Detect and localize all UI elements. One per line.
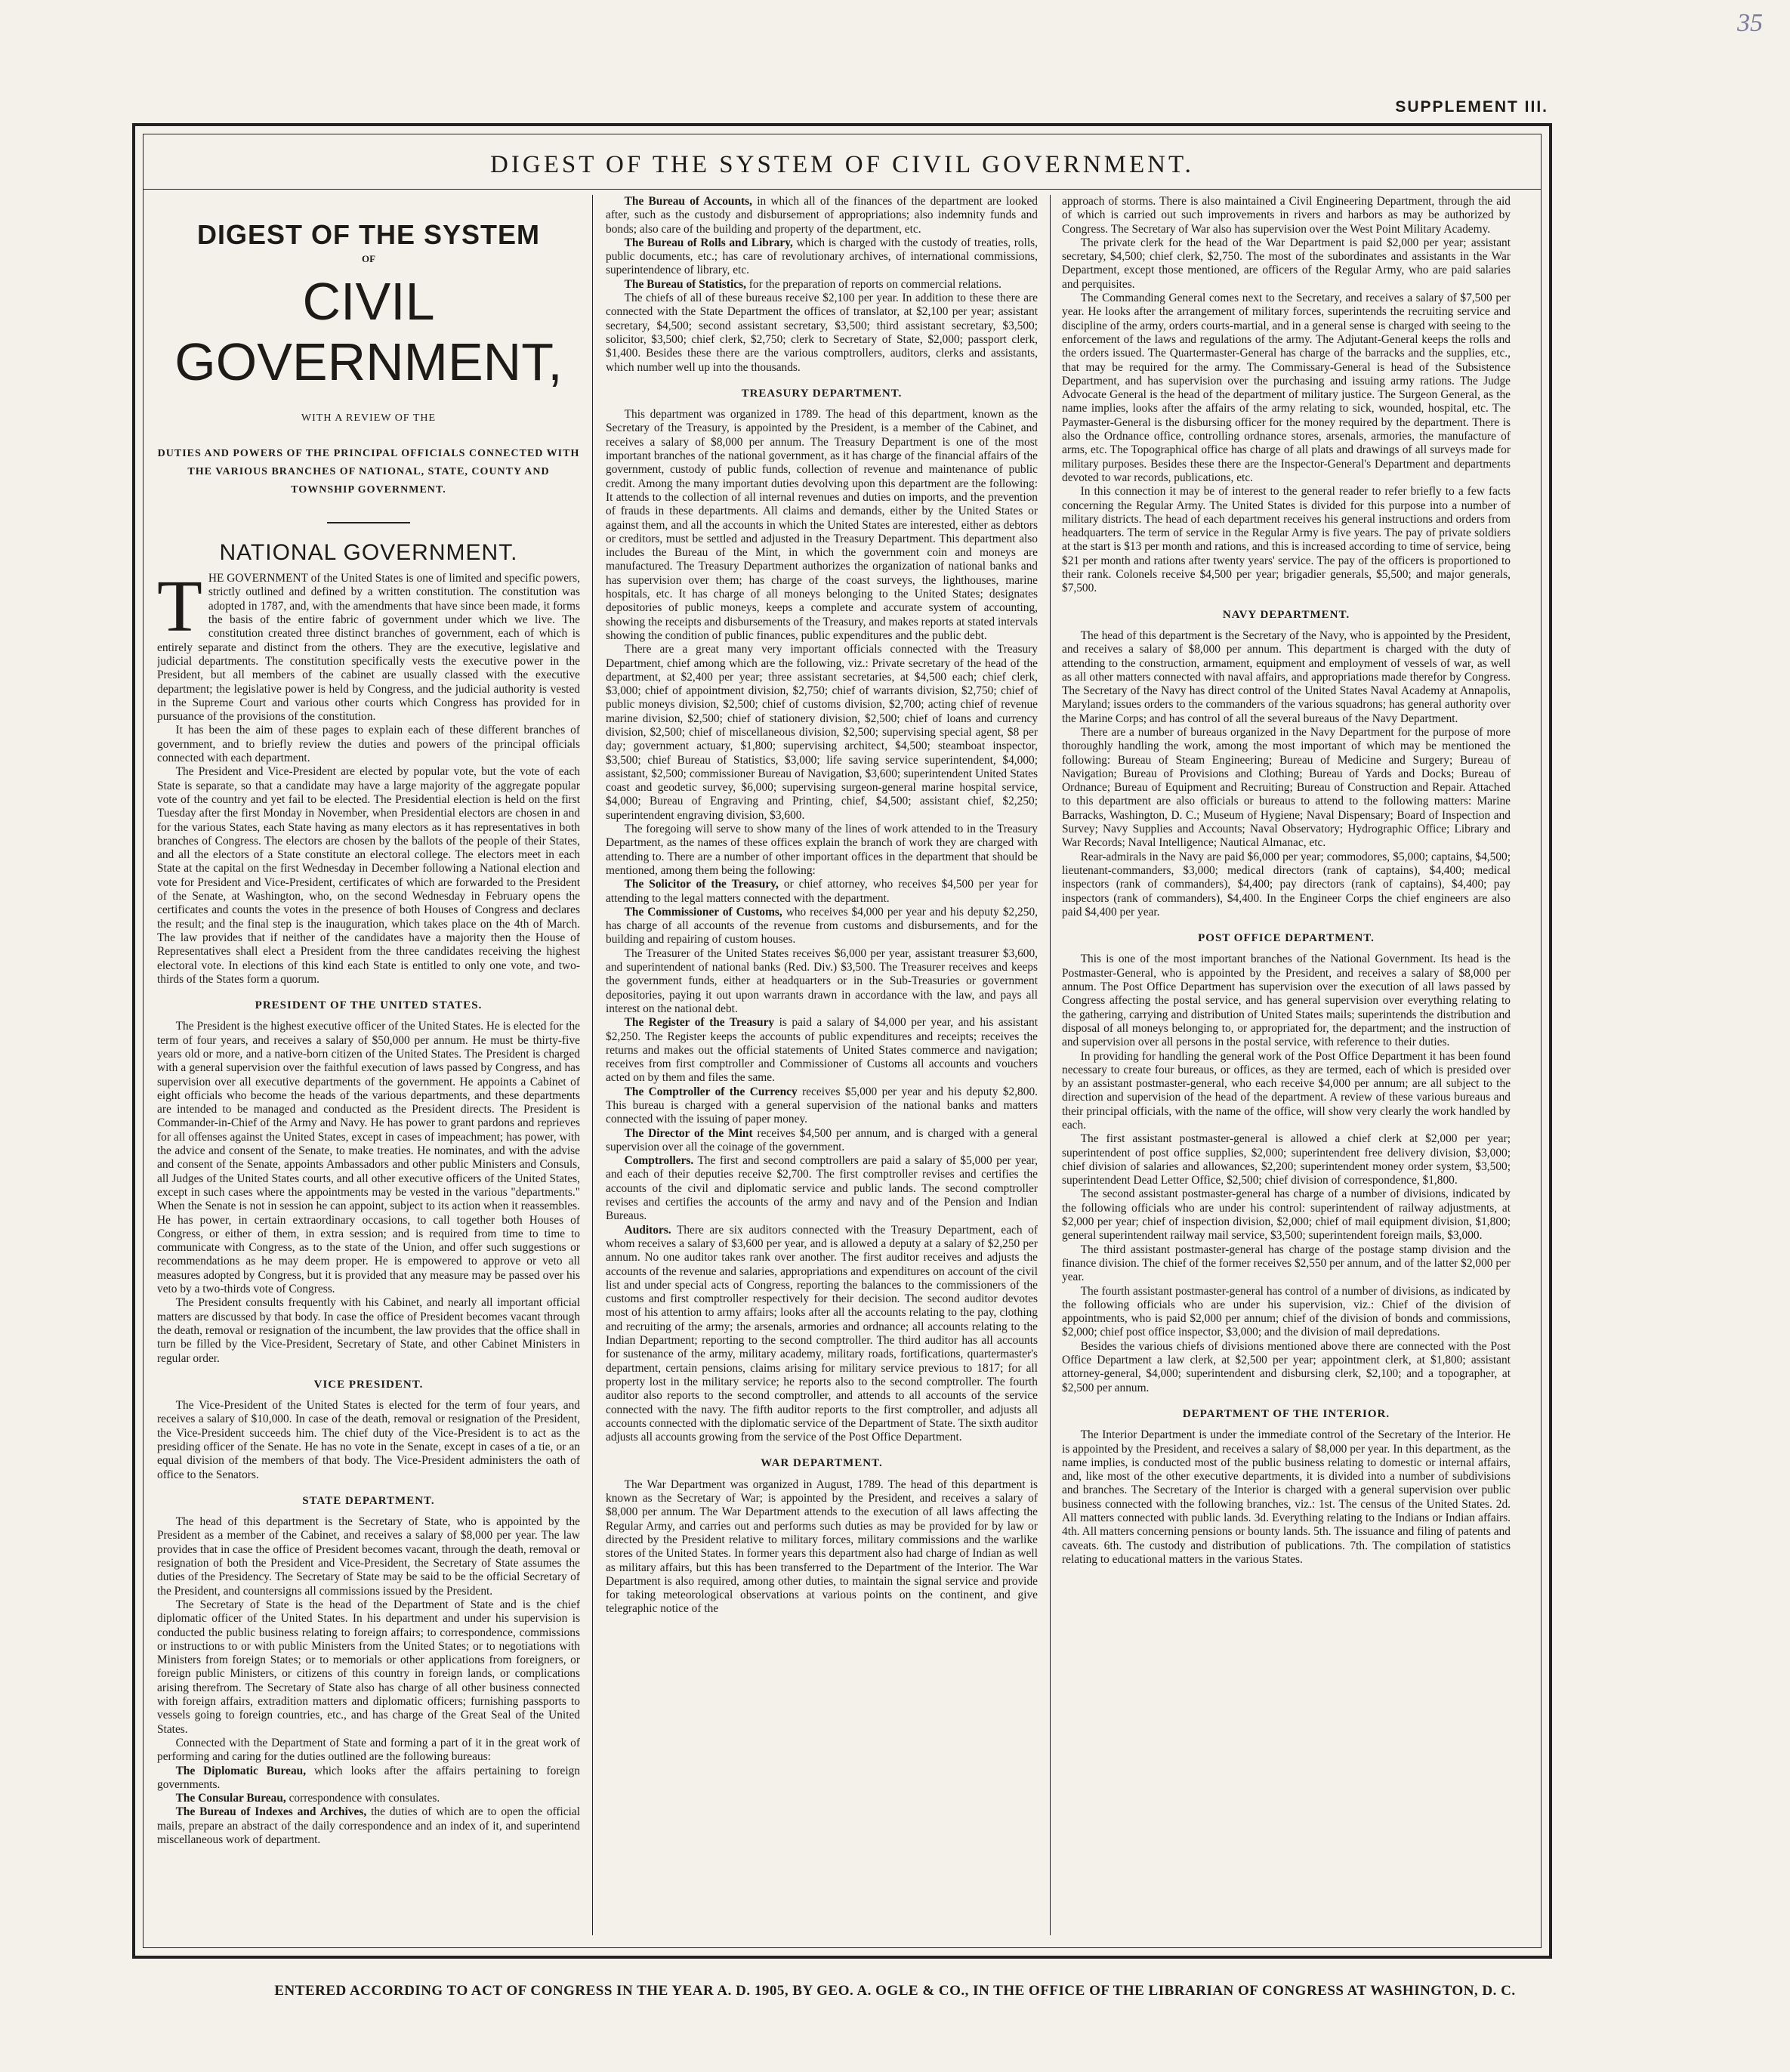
paragraph: HE GOVERNMENT of the United States is one of limited and specific powers, strictly outlined and defined by a written constitution. The constitution was adopted in 1787, and, with the amendments that have since been made, it forms the basis of the entire fabric of government under which we live. The constitution created three distinct branches of government, each of which is entirely separate and distinct from the others. They are the executive, legislative and judicial departments. The constitution specifically vests the executive power in the President, but all members of the cabinet are usually classed with the executive department; the legislative power is held by Congress, and the judicial authority is vested in the Supreme Court and various other courts which Congress has provided for in pursuance of the provisions of the constitution. <box>157 572 580 724</box>
bureau-text: the duties of which are to open the official mails, prepare an abstract of the daily correspondence and an index of it, and superintend miscellaneous work of department. <box>157 1805 580 1847</box>
officer-paragraph <box>606 1085 1038 1127</box>
officer-text: There are six auditors connected with the Treasury Department, each of whom receives a salary of $3,600 per year, and is allowed a deputy at a salary of $2,250 per annum. No one auditor takes rank over another. The first auditor receives and adjusts the accounts of the revenue and salaries, appropriations and expenditures on account of the civil list and under special acts of Congress, reporting the balances to the commissioners of the customs and first comptroller respectively for their decision. The second auditor devotes most of his attention to army affairs; looks after all the accounts relating to the pay, clothing and recruiting of the army; the arsenals, armories and ordnance; all accounts relating to the Indian Department; reporting to the second comptroller. The third auditor has all accounts for sustenance of the army, military academy, military roads, fortifications, quartermaster's department, certain pensions, claims arising for military service previous to 1817; for all property lost in the military service; he reports also to the second comptroller. The fourth auditor also reports to the second comptroller, and attends to all accounts of the service connected with the navy. The fifth auditor reports to the first comptroller, and adjusts all accounts connected with the diplomatic service of the Department of State. The sixth auditor adjusts all accounts growing from the service of the Post Office Department. <box>606 1223 1038 1444</box>
header-title: DIGEST OF THE SYSTEM OF CIVIL GOVERNMENT. <box>490 151 1194 178</box>
paragraph: This is one of the most important branches of the National Government. Its head is the Postmaster-General, who is appointed by the President, and receives a salary of $8,000 per annum. The Post Office Department has supervision over the execution of all laws passed by Congress affecting the postal service, and has general supervision over everything relating to the gathering, carrying and distribution of United States mails; superintends the distribution and disposal of all moneys belonging to, or appropriated for, the department; and the instruction of and supervision over all persons in the postal service, with reference to their duties. <box>1062 953 1511 1049</box>
officer-name: The Solicitor of the Treasury, <box>624 878 779 891</box>
paragraph: The Vice-President of the United States is elected for the term of four years, and receives a salary of $10,000. In case of the death, removal or resignation of the President, the Vice-President succeeds him. The chief duty of the Vice-President is to act as the presiding officer of the Senate. He has no vote in the Senate, except in cases of a tie, or an equal division of the members of that body. The Vice-President administers the oath of office to the Senators. <box>157 1399 580 1481</box>
title-line-1: DIGEST OF THE SYSTEM <box>196 219 541 250</box>
section-heading-interior: DEPARTMENT OF THE INTERIOR. <box>1182 1407 1390 1420</box>
paragraph: The head of this department is the Secretary of the Navy, who is appointed by the President, and receives a salary of $8,000 per annum. This department is charged with the duty of attending to the construction, armament, equipment and employment of vessels of war, as well as all other matters connected with naval affairs, and appropriations made therefor by Congress. The Secretary of the Navy has direct control of the United States Naval Academy at Annapolis, Maryland; issues orders to the commanders of the various squadrons; has general authority over the Marine Corps; and has control of all the several bureaus of the Navy Department. <box>1062 628 1511 725</box>
bureau-name: The Bureau of Rolls and Library, <box>624 236 793 249</box>
paragraph: The Interior Department is under the immediate control of the Secretary of the Interior. He is appointed by the President, and receives a salary of $8,000 per year. In this department, as the name implies, is conducted most of the public business relating to domestic or internal affairs, and, like most of the other executive departments, it is divided into a number of subdivisions and branches. The Secretary of the Interior is charged with a general supervision over public business connected with the following branches, viz.: 1st. The census of the United States. 2d. All matters connected with public lands. 3d. Everything relating to the Indians or Indian affairs. 4th. All matters concerning pensions or bounty lands. 5th. The issuance and filing of patents and caveats. 6th. The custody and distribution of publications. 7th. The compilation of statistics relating to educational matters in the various States. <box>1062 1428 1511 1566</box>
header-rule <box>144 189 1541 190</box>
column-rule-2 <box>1050 195 1051 1935</box>
bureau-name: The Diplomatic Bureau, <box>175 1764 307 1777</box>
section-heading-war: WAR DEPARTMENT. <box>761 1457 883 1470</box>
copyright-footer: ENTERED ACCORDING TO ACT OF CONGRESS IN THE YEAR A. D. 1905, BY GEO. A. OGLE & CO., IN THE OFFICE OF THE LIBRARIAN OF CONGRESS AT WASHINGTON, D. C. <box>274 1983 1516 1999</box>
bureau-text: which looks after the affairs pertaining to foreign governments. <box>157 1764 580 1791</box>
bureau-text: correspondence with consulates. <box>285 1792 440 1805</box>
paragraph: Besides the various chiefs of divisions mentioned above there are connected with the Post Office Department a law clerk, at $2,500 per year; appointment clerk, at $1,800; assistant attorney-general, $4,000; superintendent and disbursing clerk, $2,100; and a topographer, at $2,500 per annum. <box>1062 1339 1511 1394</box>
page-number: 35 <box>1737 9 1763 37</box>
column-3 <box>1062 195 1511 1935</box>
title-line-3: WITH A REVIEW OF THE <box>301 412 437 424</box>
bureau-paragraph <box>157 1805 580 1847</box>
officer-text: receives $5,000 per year and his deputy $2,800. This bureau is charged with a general supervision of the national banks and matters connected with the issuing of paper money. <box>606 1085 1038 1126</box>
officer-paragraph <box>606 1224 1038 1445</box>
paragraph: The President and Vice-President are elected by popular vote, but the vote of each State is separate, so that a candidate may have a large majority of the aggregate popular vote of the country and yet fail to be elected. The Presidential election is held on the first Tuesday after the first Monday in November, when Presidential electors are chosen in and for the various States, each State having as many electors as it has representatives in both branches of Congress. The electors are chosen by the ballots of the people of their States, and all the electors of a State constitute an electoral college. The electors meet in each State at the capital on the first Wednesday in December following a National election and vote for President and Vice-President, certificates of which are forwarded to the President of the Senate, at Washington, who, on the second Wednesday in February opens the certificates and counts the votes in the presence of both Houses of Congress and declares the result; and the final step is the inauguration, which takes place on the 4th of March. The law provides that if neither of the candidates have a majority then the House of Representatives shall elect a President from the three candidates receiving the highest electoral vote. In elections of this kind each State is entitled to only one vote, and two-thirds of the States form a quorum. <box>157 765 580 986</box>
paragraph: This department was organized in 1789. The head of this department, known as the Secretary of the Treasury, is appointed by the President, is a member of the Cabinet, and receives a salary of $8,000 per annum. The Treasury Department is one of the most important branches of the national government, as it has charge of the financial affairs of the government, custody of public funds, collection of revenue and maintenance of public credit. Among the many important duties devolving upon this department are the following: It attends to the collection of all internal revenues and duties on imports, and the prevention of frauds in these departments. All claims and demands, either by the United States or against them, and all the accounts in which the United States are interested, either as debtors or creditors, must be settled and adjusted in the Treasury Department. This department also includes the Bureau of the Mint, in which the government coin and moneys are manufactured. The Treasury Department authorizes the organization of national banks and has supervision over them; has charge of the coast surveys, the lighthouses, marine hospitals, etc. It has charge of all moneys belonging to the United States; designates depositories of public moneys, keeps a complete and accurate system of accounting, showing the receipts and disbursements of the Treasury, and makes reports at stated intervals showing the condition of public finances, public expenditures and the public debt. <box>606 408 1038 642</box>
bureau-paragraph <box>606 278 1038 292</box>
officer-text: who receives $4,000 per year and his deputy $2,250, has charge of all accounts of the revenue from customs and disbursements, and for the building and repairing of custom houses. <box>606 905 1038 946</box>
paragraph: In providing for handling the general work of the Post Office Department it has been found necessary to create four bureaus, or offices, as they are termed, each of which is presided over by an assistant postmaster-general, who each receive $4,000 per annum; are all subject to the direction and supervision of the head of the department. A review of these various bureaus and their principal officials, with the name of the office, will show very clearly the work handled by each. <box>1062 1049 1511 1132</box>
paragraph: The foregoing will serve to show many of the lines of work attended to in the Treasury Department, as the names of these offices explain the branch of work they are charged with attending to. There are a number of other important offices in the department that should be mentioned, among them being the following: <box>606 823 1038 877</box>
officer-name: Auditors. <box>624 1223 671 1237</box>
column-1 <box>157 195 580 1935</box>
paragraph: It has been the aim of these pages to explain each of these different branches of government, and to briefly review the duties and powers of the principal officials connected with each department. <box>157 724 580 765</box>
paragraph: The second assistant postmaster-general has charge of a number of divisions, indicated by the following officials who are under his control: superintendent of railway adjustments, at $2,000 per year; chief of inspection division, $2,000; chief of mail equipment division, $1,800; general superintendent railway mail service, $3,500; superintendent foreign mails, $3,000. <box>1062 1187 1511 1243</box>
bureau-name: The Bureau of Accounts, <box>624 195 752 208</box>
column-rule-1 <box>592 195 593 1935</box>
section-heading-president: PRESIDENT OF THE UNITED STATES. <box>255 999 483 1012</box>
drop-cap: T <box>157 566 202 648</box>
section-heading-vice-president: VICE PRESIDENT. <box>313 1378 424 1391</box>
paragraph: The private clerk for the head of the War Department is paid $2,000 per year; assistant secretary, $4,500; chief clerk, $2,750. The most of the subordinates and assistants in the War Department, except those mentioned, are officers of the Regular Army, who are paid salaries and perquisites. <box>1062 236 1511 291</box>
supplement-label: SUPPLEMENT III. <box>1395 98 1548 116</box>
officer-paragraph <box>606 1016 1038 1085</box>
column-2 <box>606 195 1038 1935</box>
paragraph: There are a number of bureaus organized in the Navy Department for the purpose of more thoroughly handling the work, among the most important of which may be mentioned the following: Bureau of Steam Engineering; Bureau of Medicine and Surgery; Bureau of Navigation; Bureau of Provisions and Clothing; Bureau of Yards and Docks; Bureau of Ordnance; Bureau of Equipment and Recruiting; Bureau of Construction and Repair. Attached to this department are also officials or bureaus to attend to the following matters: Marine Barracks, Washington, D. C.; Museum of Hygiene; Naval Dispensary; Board of Inspection and Survey; Navy Supplies and Accounts; Naval Observatory; Hydrographic Office; Library and War Records; Naval Intelligence; Nautical Almanac, etc. <box>1062 725 1511 850</box>
paragraph: The fourth assistant postmaster-general has control of a number of divisions, as indicated by the following officials who are under his supervision, viz.: Chief of the division of appointments, who is paid $2,000 per annum; chief of the division of bonds and commissions, $2,000; chief post office inspector, $3,000; and the division of mail depredations. <box>1062 1284 1511 1339</box>
paragraph: The War Department was organized in August, 1789. The head of this department is known as the Secretary of War; is appointed by the President, and receives a salary of $8,000 per annum. The War Department attends to the execution of all laws affecting the Regular Army, and carries out and performs such duties as may be provided for by law or directed by the President relative to military forces, military commissions and the warlike stores of the United States. In former years this department also had charge of Indian as well as military affairs, but this has been transferred to the Department of the Interior. The War Department is also required, among other duties, to maintain the signal service and provide for taking meteorological observations at various points on the continent, and give telegraphic notice of the <box>606 1478 1038 1616</box>
bureau-paragraph <box>606 236 1038 278</box>
section-heading-state: STATE DEPARTMENT. <box>302 1494 435 1507</box>
bureau-text: which is charged with the custody of treaties, rolls, public documents, etc.; has care of revolutionary archives, of international commissions, superintendence of library, etc. <box>606 236 1038 277</box>
section-heading-navy: NAVY DEPARTMENT. <box>1222 608 1350 621</box>
paragraph: The Commanding General comes next to the Secretary, and receives a salary of $7,500 per year. He looks after the arrangement of military forces, superintends the recruiting service and discipline of the army, orders courts-martial, and in a general sense is charged with seeing to the enforcement of the laws and regulations of the army. The Adjutant-General keeps the rolls and the orders issued. The Quartermaster-General has charge of the barracks and the supplies, etc., that may be required for the army. The Commissary-General is head of the Subsistence Department, and has supervision over the purchasing and issuing army rations. The Judge Advocate General is the head of the department of military justice. The Surgeon General, as the name implies, looks after the affairs of the army relating to sick, wounded, hospital, etc. The Paymaster-General is the disbursing officer for the money required by the department. There is also the Ordnance office, controlling ordnance stores, arsenals, armories, the manufacture of arms, etc. The Topographical office has charge of all plats and drawings of all surveys made for military purposes. Besides these there are the Inspector-General's Department and departments devoted to war records, publications, etc. <box>1062 292 1511 484</box>
page-frame <box>132 123 1552 1959</box>
officer-paragraph <box>606 1154 1038 1223</box>
paragraph: There are a great many very important officials connected with the Treasury Department, chief among which are the following, viz.: Private secretary of the head of the department, at $2,400 per year; three assistant secretaries, at $4,500 each; chief clerk, $3,000; chief of appointment division, $2,750; chief of warrants division, $2,750; chief of public moneys division, $2,500; chief of customs division, $2,700; acting chief of revenue marine division, $2,500; chief of stationery division, $2,500; chief of loans and currency division, $2,500; chief of miscellaneous division, $2,500; supervising special agent, $8 per day; government actuary, $1,800; supervising architect, $4,500; steamboat inspector, $3,500; chief Bureau of Statistics, $3,000; life saving service superintendent, $4,000; assistant, $2,500; commissioner Bureau of Navigation, $3,600; superintendent United States coast and geodetic survey, $6,000; supervising surgeon-general marine hospital service, $4,000; Bureau of Engraving and Printing, chief, $4,500; assistant chief, $2,250; superintendent engraving division, $3,600. <box>606 643 1038 822</box>
inner-frame <box>143 134 1542 1948</box>
officer-name: The Register of the Treasury <box>624 1016 775 1030</box>
bureau-name: The Bureau of Indexes and Archives, <box>175 1805 367 1819</box>
paragraph: Connected with the Department of State and forming a part of it in the great work of performing and caring for the duties outlined are the following bureaus: <box>157 1736 580 1764</box>
title-of: OF <box>361 253 376 265</box>
officer-paragraph <box>606 947 1038 1016</box>
paragraph: The Secretary of State is the head of the Department of State and is the chief diplomatic officer of the United States. In his department and under his supervision is conducted the public business relating to foreign affairs; to correspondence, commissions or instructions to or with public Ministers from the United States; or to negotiations with Ministers from foreign States; or to memorials or other applications from foreigners, or foreign public Ministers, or citizens of this country in foreign lands, or complications arising therefrom. The Secretary of State also has charge of all other business connected with foreign affairs, extradition matters and diplomatic officers; furnishing passports to vessels going to foreign countries, etc., and has charge of the Great Seal of the United States. <box>157 1598 580 1736</box>
title-line-2: CIVIL GOVERNMENT, <box>174 271 563 391</box>
officer-text: or chief attorney, who receives $4,500 per year for attending to the legal matters connected with the department. <box>606 878 1038 905</box>
paragraph: In this connection it may be of interest to the general reader to refer briefly to a few facts concerning the Regular Army. The United States is divided for this purpose into a number of military districts. The head of each department receives his general instructions and orders from headquarters. The term of service in the Regular Army is five years. The pay of private soldiers at the start is $13 per month and rations, and this is increased according to time of service, being $21 per month and rations after twenty years' service. The pay of the officers is proportioned to their rank. Colonels receive $4,500 per year; brigadier generals, $5,500; and major generals, $7,500. <box>1062 485 1511 595</box>
officer-paragraph <box>606 878 1038 906</box>
officer-paragraph <box>606 1127 1038 1155</box>
officer-paragraph <box>606 906 1038 947</box>
title-line-4: DUTIES AND POWERS OF THE PRINCIPAL OFFICIALS CONNECTED WITH THE VARIOUS BRANCHES OF NATIONAL, STATE, COUNTY AND TOWNSHIP GOVERNMENT. <box>157 447 580 496</box>
bureau-text: in which all of the finances of the department are looked after, such as the custody and disbursement of appropriations; also indemnity funds and bonds; also care of the building and property of the department, etc. <box>606 195 1038 236</box>
officer-name: The Comptroller of the Currency <box>624 1085 798 1098</box>
officer-name: Comptrollers. <box>624 1154 694 1168</box>
section-heading-national: NATIONAL GOVERNMENT. <box>219 539 518 565</box>
paragraph: Rear-admirals in the Navy are paid $6,000 per year; commodores, $5,000; captains, $4,500; lieutenant-commanders, $3,000; medical directors (rank of captains), $4,400; medical inspectors (rank of commanders), $4,400; pay directors (rank of captains), $4,400; pay inspectors (rank of commanders), $4,400. In the Engineer Corps the chief engineers are also paid $4,400 per year. <box>1062 850 1511 919</box>
bureau-paragraph <box>157 1792 580 1805</box>
paragraph: The third assistant postmaster-general has charge of the postage stamp division and the finance division. The chief of the former receives $2,550 per annum, and of the latter $2,000 per year. <box>1062 1243 1511 1284</box>
bureau-paragraph <box>157 1765 580 1793</box>
officer-text: is paid a salary of $4,000 per year, and his assistant $2,250. The Register keeps the accounts of public expenditures and receipts; receives the returns and makes out the official statements of United States commerce and navigation; receives from first comptroller and Commissioner of Customs all accounts and vouchers acted on by them and files the same. <box>606 1016 1038 1085</box>
paragraph: The President is the highest executive officer of the United States. He is elected for the term of four years, and receives a salary of $50,000 per annum. He must be thirty-five years old or more, and a native-born citizen of the United States. The President is charged with a general supervision over the faithful execution of laws passed by Congress, and has supervision over all executive departments of the government. He appoints a Cabinet of eight officials who become the heads of the various departments, and these departments are intended to be managed and conducted as the President directs. The President is Commander-in-Chief of the Army and Navy. He has power to grant pardons and reprieves for all offenses against the United States, except in cases of impeachment; has power, with the advice and consent of the Senate, to make treaties. He nominates, and with the advise and consent of the Senate, appoints Ambassadors and other public Ministers and Consuls, all Judges of the United States courts, and all other executive officers of the United States, except in such cases where the appointments may be vested in the various "departments." When the Senate is not in session he can appoint, subject to its action when it reassembles. He has power, in certain extraordinary occasions, to call together both Houses of Congress, or either of them, in extra session; and is required from time to time to communicate with Congress, as to the state of the Union, and offer such suggestions or recommendations as he may deem proper. He is empowered to approve or veto all measures adopted by Congress, but it is provided that any measure may be passed over his veto by a two-thirds vote of Congress. <box>157 1020 580 1296</box>
paragraph: approach of storms. There is also maintained a Civil Engineering Department, through the aid of which is carried out such improvements in rivers and harbors as may be authorized by Congress. The Secretary of War also has supervision over the West Point Military Academy. <box>1062 195 1511 236</box>
officer-text: The Treasurer of the United States receives $6,000 per year, assistant treasurer $3,600, and superintendent of national banks (Red. Div.) $3,500. The Treasurer receives and keeps the government funds, either at headquarters or in the Sub-Treasuries or government depositories, paying it out upon warrants drawn in accordance with the law, and pays all interest on the national debt. <box>606 946 1038 1015</box>
section-heading-treasury: TREASURY DEPARTMENT. <box>741 387 903 400</box>
officer-name: The Director of the Mint <box>624 1126 753 1140</box>
officer-text: receives $4,500 per annum, and is charged with a general supervision over all the coinage of the government. <box>606 1126 1038 1153</box>
bureau-name: The Bureau of Statistics, <box>624 277 746 291</box>
bureau-text: for the preparation of reports on commercial relations. <box>745 277 1001 291</box>
section-heading-post-office: POST OFFICE DEPARTMENT. <box>1198 932 1375 945</box>
paragraph: The first assistant postmaster-general is allowed a chief clerk at $2,000 per year; superintendent of post office supplies, $2,000; superintendent free delivery division, $3,000; chief division of salaries and allowances, $2,200; superintendent money order system, $3,500; superintendent Dead Letter Office, $2,500; chief division of correspondence, $1,800. <box>1062 1132 1511 1187</box>
title-divider <box>327 522 410 523</box>
bureau-name: The Consular Bureau, <box>175 1792 286 1805</box>
paragraph: The head of this department is the Secretary of State, who is appointed by the President as a member of the Cabinet, and receives a salary of $8,000 per year. The law provides that in case the office of President becomes vacant, through the death, removal or resignation of both the President and Vice-President, the Secretary of State assumes the duties of the Presidency. The Secretary of State may be said to be the official Secretary of the President, and countersigns all commissions issued by the President. <box>157 1515 580 1598</box>
bureau-paragraph <box>606 195 1038 236</box>
officer-text: The first and second comptrollers are paid a salary of $5,000 per year, and each of their deputies receive $2,700. The first comptroller revises and certifies the accounts of the civil and diplomatic service and public lands. The second comptroller revises and certifies the accounts of the army and navy and of the Pension and Indian Bureaus. <box>606 1154 1038 1223</box>
officer-name: The Commissioner of Customs, <box>624 905 782 919</box>
paragraph: The President consults frequently with his Cabinet, and nearly all important official matters are discussed by that body. In case the office of President becomes vacant through the death, removal or resignation of the incumbent, the law provides that the office shall in turn be filled by the Vice-President, Secretary of State, and other Cabinet Ministers in regular order. <box>157 1296 580 1365</box>
paragraph: The chiefs of all of these bureaus receive $2,100 per year. In addition to these there are connected with the State Department the offices of translator, at $2,100 per year; assistant secretary, $4,500; second assistant secretary, $3,500; third assistant secretary, $3,500; solicitor, $3,500; chief clerk, $2,750; clerk to Secretary of State, $2,000; passport clerk, $1,400. Besides these there are the various comptrollers, auditors, clerks and assistants, which number well up into the thousands. <box>606 292 1038 374</box>
